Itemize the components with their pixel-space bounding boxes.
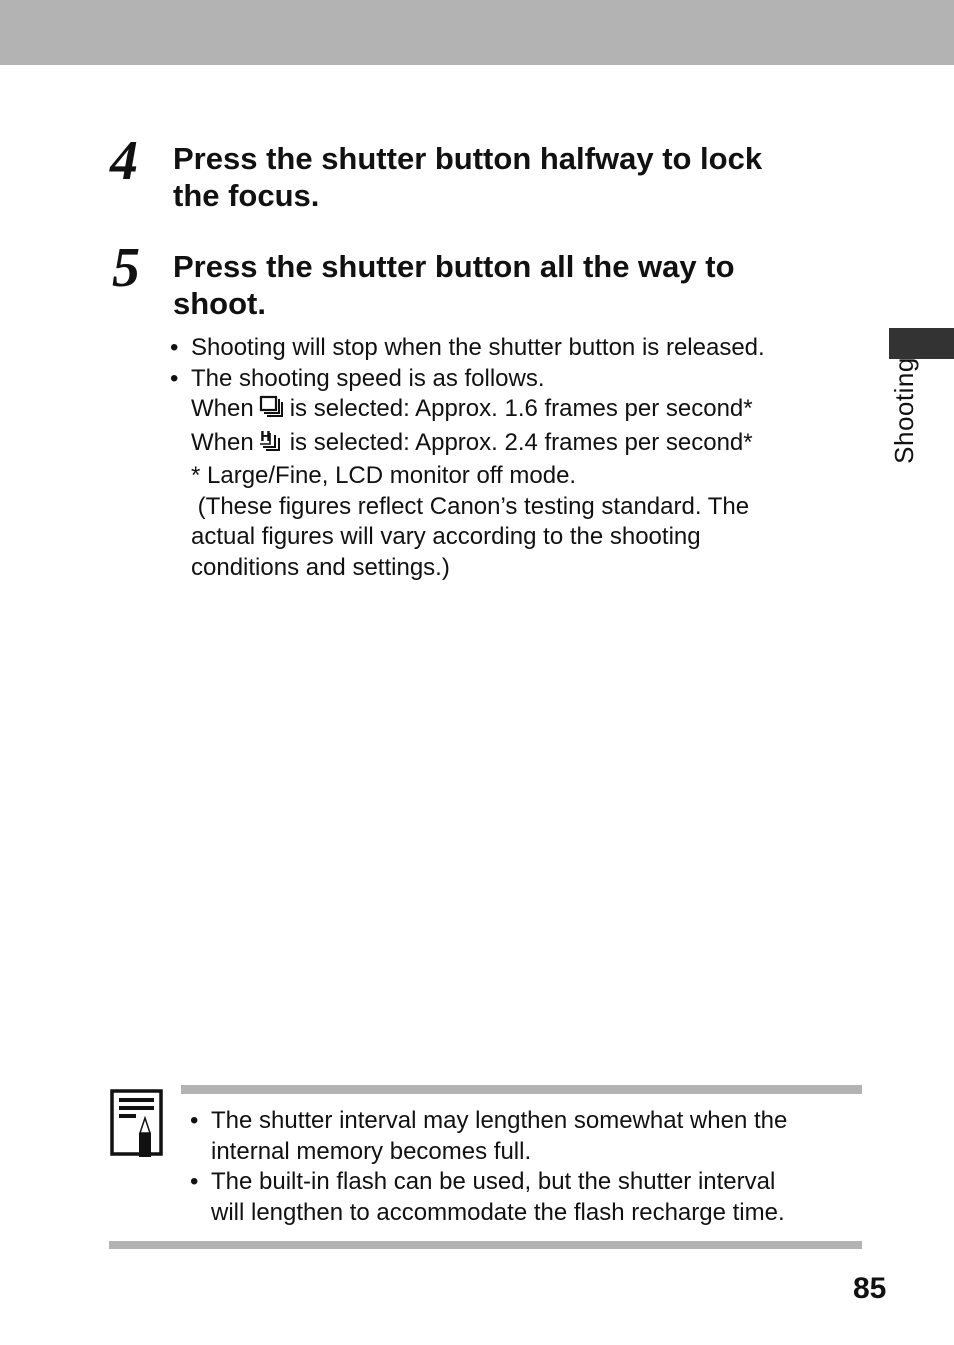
note-top-rule [181, 1085, 862, 1094]
svg-text:H: H [259, 429, 271, 445]
page-number: 85 [853, 1272, 887, 1305]
step-4-number: 4 [110, 130, 138, 192]
high-speed-line: When H is selected: Approx. 2.4 frames per second* [191, 428, 870, 462]
list-item: • The built-in flash can be used, but the shutter interval will lengthen to accommodate the flash recharge time. [190, 1168, 785, 1226]
step-5-title: Press the shutter button all the way to shoot. [173, 249, 735, 321]
step-5-number: 5 [112, 237, 140, 299]
step-5-bullet-list [170, 333, 870, 583]
list-item: • Shooting will stop when the shutter button is released. [170, 334, 765, 361]
note-bottom-rule [109, 1241, 862, 1249]
note-memo-icon [110, 1089, 164, 1164]
step-4-title: Press the shutter button halfway to lock the focus. [173, 141, 763, 213]
header-bar [0, 0, 954, 65]
list-item: • The shutter interval may lengthen somewhat when the internal memory becomes full. [190, 1107, 788, 1165]
continuous-shooting-icon [258, 395, 286, 428]
list-item: • The shooting speed is as follows. When is selected: Approx. 1.6 frames per second* When H is selected: Approx. 2.4 frames per second* * Large/Fine, LCD monitor off mode. (These figures reflect Canon’s testing standard. The actual figures will vary according to the shooting conditions and settings.) [170, 364, 870, 584]
section-tab-label: Shooting [888, 356, 919, 464]
high-speed-continuous-icon [258, 429, 286, 462]
continuous-speed-line: When is selected: Approx. 1.6 frames per second* [191, 394, 870, 428]
note-bullet-list [190, 1106, 860, 1228]
